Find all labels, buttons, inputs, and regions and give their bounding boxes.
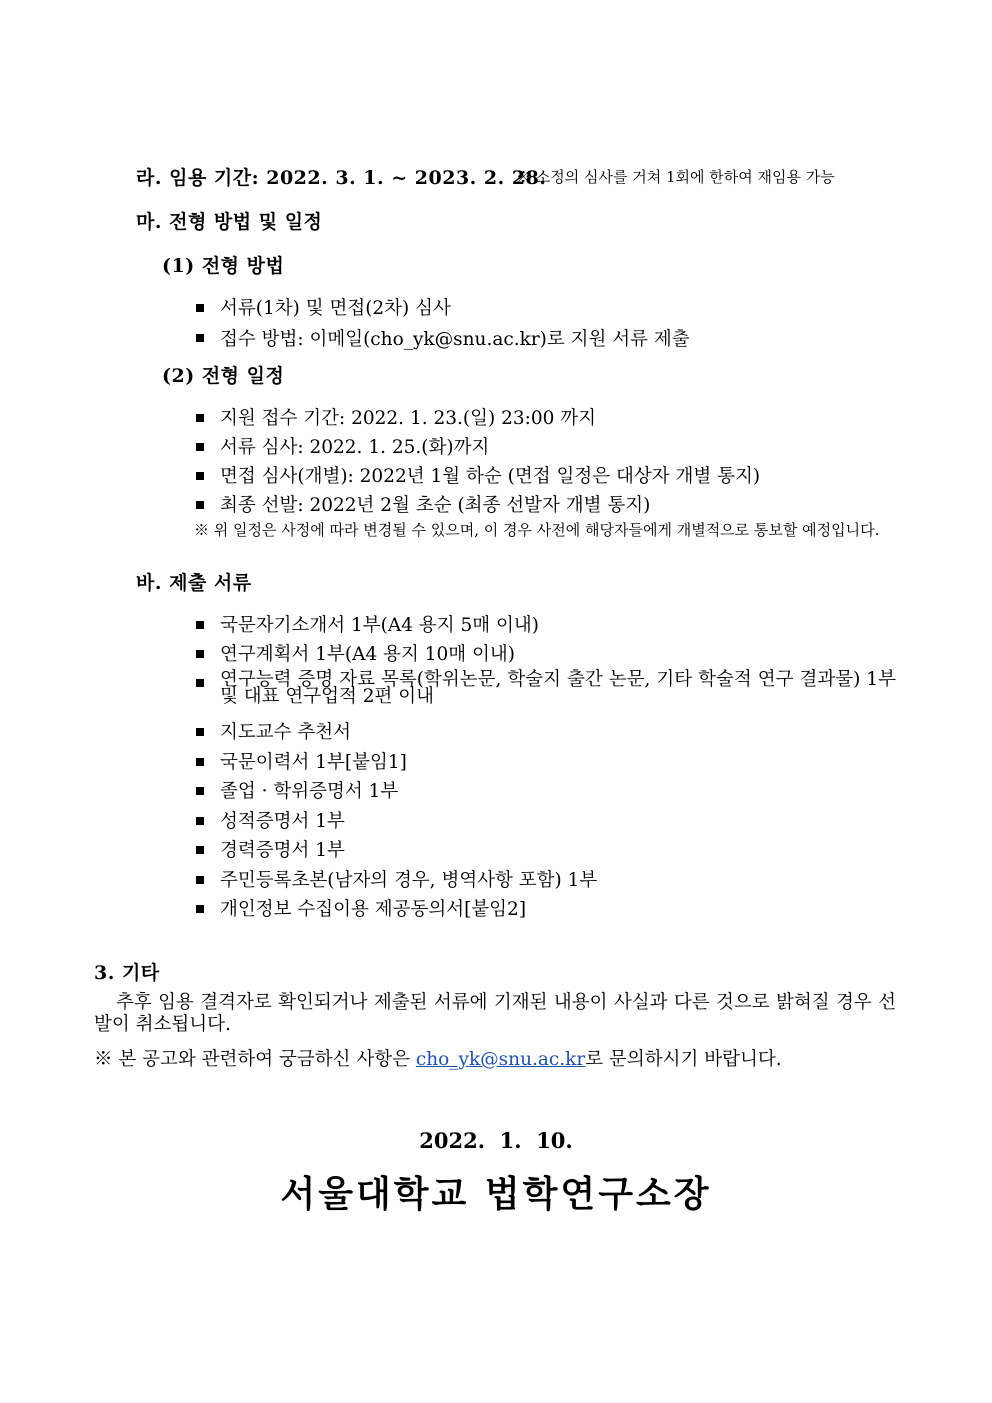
- section-ra-note: ※ 소정의 심사를 거쳐 1회에 한하여 재임용 가능: [516, 168, 835, 186]
- subsection-2-label: (2) 전형 일정: [162, 365, 285, 387]
- list-item: 접수 방법: 이메일(cho_yk@snu.ac.kr)로 지원 서류 제출: [220, 329, 690, 350]
- subsection-1-label: (1) 전형 방법: [162, 255, 285, 277]
- section-ma-label: 마. 전형 방법 및 일정: [136, 211, 323, 233]
- list-item: 지도교수 추천서: [220, 722, 351, 743]
- bullet-icon: [196, 334, 204, 342]
- bullet-icon: [196, 443, 204, 451]
- contact-prefix: ※ 본 공고와 관련하여 궁금하신 사항은: [94, 1049, 416, 1070]
- section-ba-label: 바. 제출 서류: [136, 572, 252, 594]
- bullet-icon: [196, 650, 204, 658]
- list-item: 서류(1차) 및 면접(2차) 심사: [220, 298, 451, 319]
- section-3-paragraph: 추후 임용 결격자로 확인되거나 제출된 서류에 기재된 내용이 사실과 다른 것으로 밝혀질 경우 선발이 취소됩니다.: [94, 992, 896, 1035]
- list-item: 서류 심사: 2022. 1. 25.(화)까지: [220, 437, 490, 458]
- bullet-icon: [196, 758, 204, 766]
- list-item: 연구능력 증명 자료 목록(학위논문, 학술지 출간 논문, 기타 학술적 연구 결과물) 1부 및 대표 연구업적 2편 이내: [220, 669, 896, 707]
- contact-email-link[interactable]: cho_yk@snu.ac.kr: [415, 1049, 586, 1070]
- list-item: 지원 접수 기간: 2022. 1. 23.(일) 23:00 까지: [220, 408, 597, 429]
- list-item: 개인정보 수집이용 제공동의서[붙임2]: [220, 899, 527, 920]
- list-item: 경력증명서 1부: [220, 840, 345, 861]
- bullet-icon: [196, 787, 204, 795]
- list-item: 성적증명서 1부: [220, 811, 345, 832]
- bullet-icon: [196, 304, 204, 312]
- schedule-note: ※ 위 일정은 사정에 따라 변경될 수 있으며, 이 경우 사전에 해당자들에게 개별적으로 통보할 예정입니다.: [194, 521, 880, 539]
- contact-line: [94, 1045, 782, 1071]
- section-ra-label: 라. 임용 기간: 2022. 3. 1. ~ 2023. 2. 28.: [136, 167, 547, 189]
- list-item: 면접 심사(개별): 2022년 1월 하순 (면접 일정은 대상자 개별 통지): [220, 466, 761, 487]
- list-item: 최종 선발: 2022년 2월 초순 (최종 선발자 개별 통지): [220, 495, 651, 516]
- list-item: 연구계획서 1부(A4 용지 10매 이내): [220, 644, 515, 665]
- section-3-label: 3. 기타: [94, 962, 160, 984]
- signature-institution: 서울대학교 법학연구소장: [280, 1174, 712, 1215]
- document-date: 2022. 1. 10.: [419, 1128, 573, 1153]
- bullet-icon: [196, 876, 204, 884]
- contact-suffix: 로 문의하시기 바랍니다.: [585, 1049, 782, 1070]
- bullet-icon: [196, 728, 204, 736]
- bullet-icon: [196, 679, 204, 687]
- bullet-icon: [196, 817, 204, 825]
- bullet-icon: [196, 621, 204, 629]
- bullet-icon: [196, 414, 204, 422]
- list-item: 졸업 · 학위증명서 1부: [220, 781, 399, 802]
- list-item: 국문자기소개서 1부(A4 용지 5매 이내): [220, 615, 539, 636]
- bullet-icon: [196, 501, 204, 509]
- list-item: 주민등록초본(남자의 경우, 병역사항 포함) 1부: [220, 870, 598, 891]
- bullet-icon: [196, 846, 204, 854]
- bullet-icon: [196, 905, 204, 913]
- list-item: 국문이력서 1부[붙임1]: [220, 752, 407, 773]
- bullet-icon: [196, 472, 204, 480]
